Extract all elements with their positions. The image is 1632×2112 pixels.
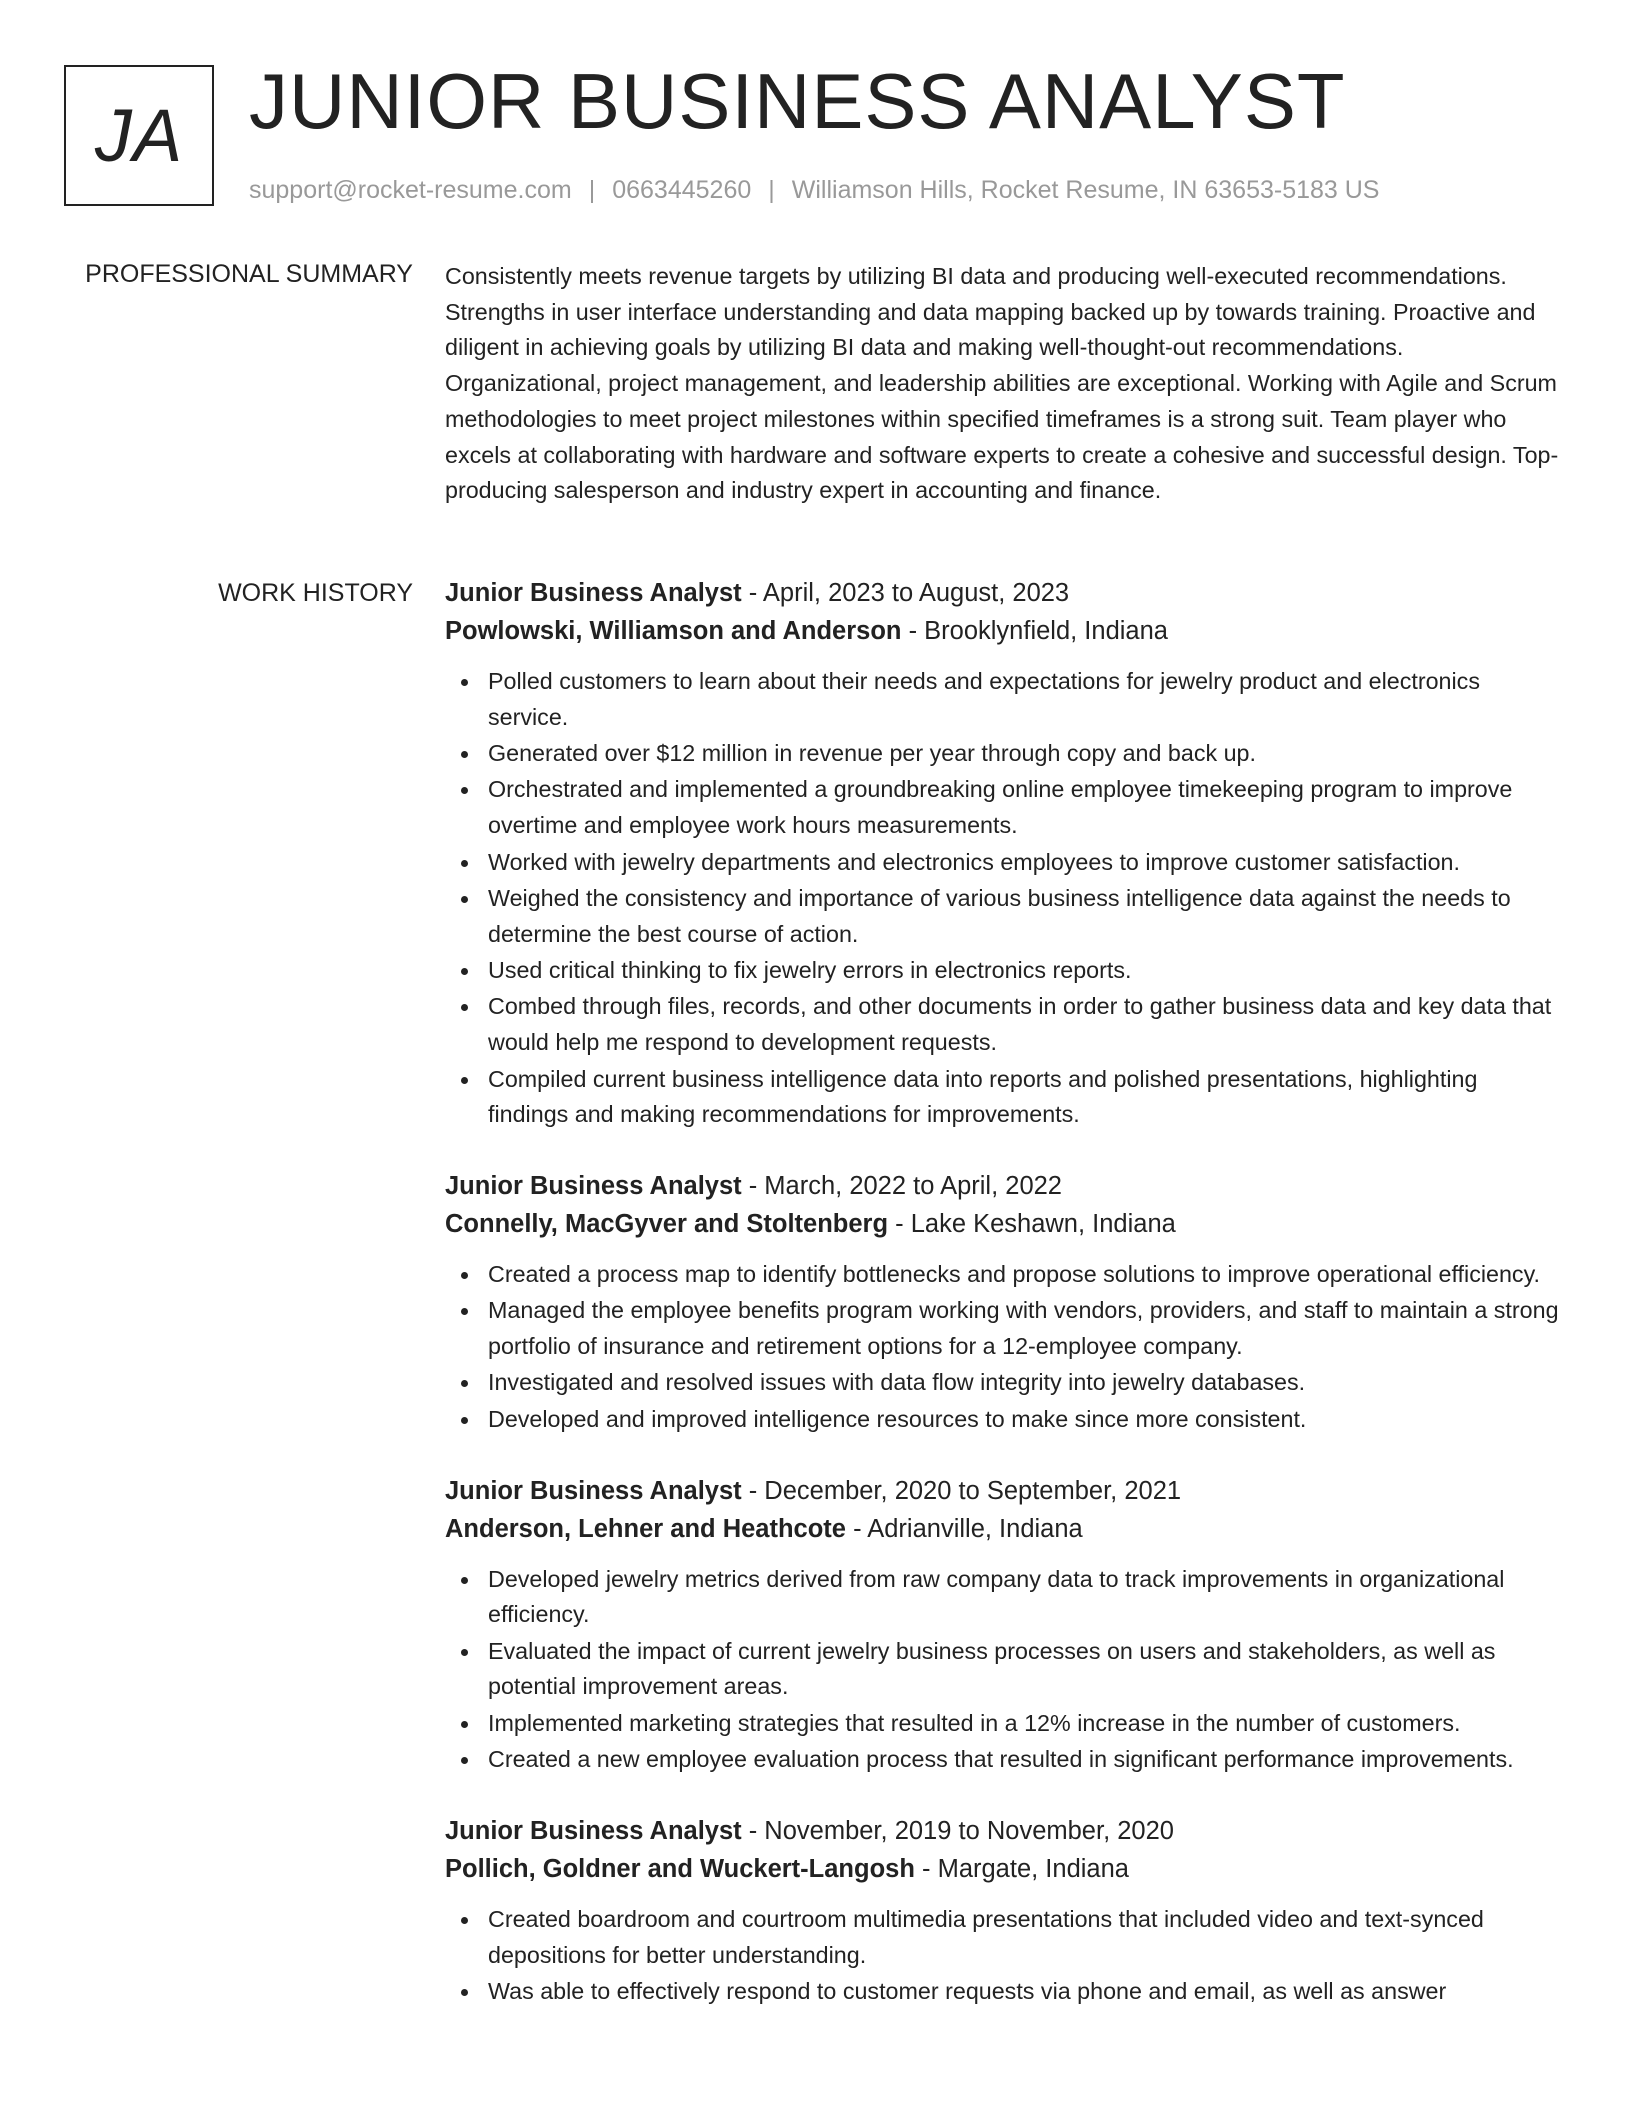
contact-separator: | <box>768 176 775 204</box>
job-company: Anderson, Lehner and Heathcote <box>445 1514 846 1543</box>
job-bullet: Worked with jewelry departments and electronics employees to improve customer satisfaction. <box>488 845 1560 881</box>
job-dates: - April, 2023 to August, 2023 <box>741 579 1070 607</box>
summary-text: Consistently meets revenue targets by utilizing BI data and producing well-executed recommendations. Strengths in user interface understanding and data mapping backed up by towards training. Proactive and diligent in achieving goals by utilizing BI data and making well-thought-out recommendations. Organizational, project management, and leadership abilities are exceptional. Working with Agile and Scrum methodologies to meet project milestones within specified timeframes is a strong suit. Team player who excels at collaborating with hardware and software experts to create a cohesive and successful design. Top-producing salesperson and industry expert in accounting and finance. <box>445 263 1559 504</box>
job-bullet: Implemented marketing strategies that resulted in a 12% increase in the number of customers. <box>488 1706 1560 1742</box>
job-bullets <box>445 1257 1560 1438</box>
monogram-badge: JA <box>64 65 214 206</box>
job-bullet: Was able to effectively respond to customer requests via phone and email, as well as answer <box>488 1974 1560 2010</box>
job-company: Connelly, MacGyver and Stoltenberg <box>445 1209 889 1238</box>
job-bullet: Investigated and resolved issues with data flow integrity into jewelry databases. <box>488 1365 1560 1401</box>
job-company-line <box>445 1205 1560 1243</box>
contact-separator: | <box>588 176 596 204</box>
job-company-line <box>445 612 1560 650</box>
section-label-work-history: WORK HISTORY <box>218 579 413 607</box>
job-title-line <box>445 574 1560 612</box>
job-dates: - December, 2020 to September, 2021 <box>741 1476 1182 1505</box>
job-title: Junior Business Analyst <box>445 1171 742 1200</box>
job-bullets <box>445 664 1560 1133</box>
job-entry <box>445 1472 1560 1778</box>
work-history-body <box>445 574 1560 2044</box>
job-company: Powlowski, Williamson and Anderson <box>445 617 902 645</box>
job-entry <box>445 574 1560 1133</box>
job-bullet: Created a process map to identify bottlenecks and propose solutions to improve operational efficiency. <box>488 1257 1560 1293</box>
job-location: - Margate, Indiana <box>914 1854 1129 1883</box>
contact-line <box>249 175 1380 205</box>
job-bullets <box>445 1562 1560 1778</box>
job-dates: - November, 2019 to November, 2020 <box>741 1816 1174 1845</box>
job-location: - Brooklynfield, Indiana <box>901 617 1168 645</box>
contact-phone[interactable]: 0663445260 <box>612 176 752 204</box>
job-bullet: Polled customers to learn about their needs and expectations for jewelry product and electronics service. <box>488 664 1560 735</box>
job-bullet: Evaluated the impact of current jewelry business processes on users and stakeholders, as well as potential improvement areas. <box>488 1634 1560 1705</box>
job-title: Junior Business Analyst <box>445 1816 742 1845</box>
job-entry <box>445 1167 1560 1438</box>
job-title-line <box>445 1167 1560 1205</box>
job-company: Pollich, Goldner and Wuckert-Langosh <box>445 1854 915 1883</box>
job-bullet: Compiled current business intelligence data into reports and polished presentations, highlighting findings and making recommendations for improvements. <box>488 1062 1560 1133</box>
job-bullets <box>445 1902 1560 2010</box>
contact-email[interactable]: support@rocket-resume.com <box>249 176 572 204</box>
summary-body <box>445 259 1560 509</box>
resume-title: JUNIOR BUSINESS ANALYST <box>249 57 1346 145</box>
section-label-summary: PROFESSIONAL SUMMARY <box>85 260 413 288</box>
job-bullet: Generated over $12 million in revenue per year through copy and back up. <box>488 736 1560 772</box>
job-bullet: Orchestrated and implemented a groundbreaking online employee timekeeping program to improve overtime and employee work hours measurements. <box>488 772 1560 843</box>
job-bullet: Managed the employee benefits program working with vendors, providers, and staff to maintain a strong portfolio of insurance and retirement options for a 12-employee company. <box>488 1293 1560 1364</box>
job-bullet: Weighed the consistency and importance of various business intelligence data against the needs to determine the best course of action. <box>488 881 1560 952</box>
job-company-line <box>445 1850 1560 1888</box>
job-title-line <box>445 1472 1560 1510</box>
job-company-line <box>445 1510 1560 1548</box>
job-location: - Adrianville, Indiana <box>845 1514 1083 1543</box>
job-dates: - March, 2022 to April, 2022 <box>741 1171 1062 1200</box>
job-bullet: Used critical thinking to fix jewelry errors in electronics reports. <box>488 953 1560 989</box>
job-bullet: Developed jewelry metrics derived from raw company data to track improvements in organizational efficiency. <box>488 1562 1560 1633</box>
job-bullet: Created a new employee evaluation process that resulted in significant performance improvements. <box>488 1742 1560 1778</box>
job-bullet: Developed and improved intelligence resources to make since more consistent. <box>488 1402 1560 1438</box>
job-bullet: Created boardroom and courtroom multimedia presentations that included video and text-synced depositions for better understanding. <box>488 1902 1560 1973</box>
job-title: Junior Business Analyst <box>445 1476 742 1505</box>
job-entry <box>445 1812 1560 2010</box>
job-title: Junior Business Analyst <box>445 579 742 607</box>
job-title-line <box>445 1812 1560 1850</box>
contact-address: Williamson Hills, Rocket Resume, IN 63653-5183 US <box>791 176 1380 204</box>
job-bullet: Combed through files, records, and other documents in order to gather business data and key data that would help me respond to development requests. <box>488 989 1560 1060</box>
job-location: - Lake Keshawn, Indiana <box>888 1209 1176 1238</box>
